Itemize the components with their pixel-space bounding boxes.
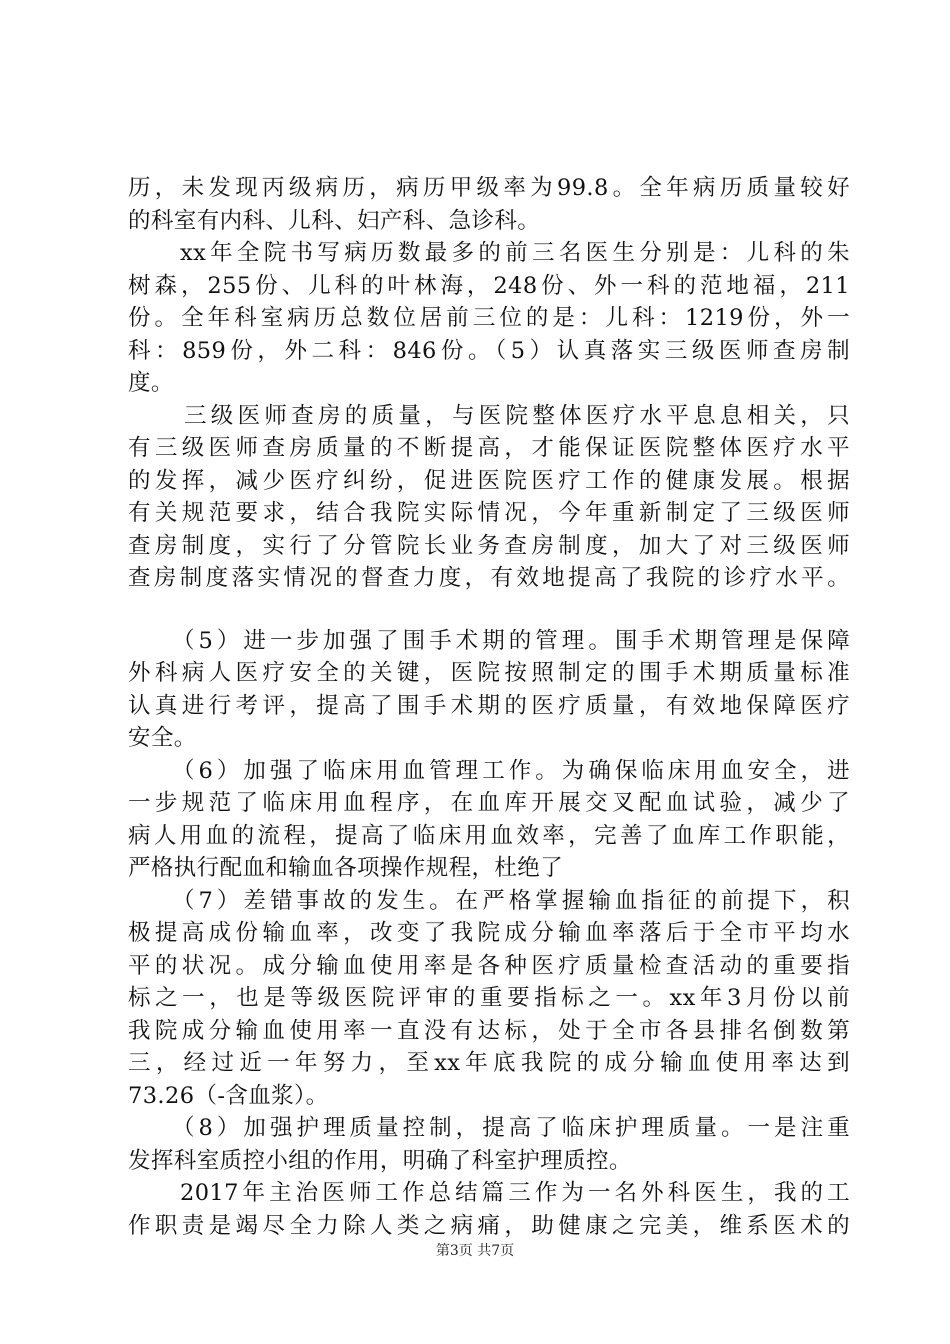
text-line: 有关规范要求，结合我院实际情况，今年重新制定了三级医师 <box>128 500 850 526</box>
text-line: 树森，255份、儿科的叶林海，248份、外一科的范地福，211 <box>128 272 850 299</box>
text-line <box>128 595 850 625</box>
text-line: （6）加强了临床用血管理工作。为确保临床用血安全，进 <box>172 757 850 784</box>
text-line: 病人用血的流程，提高了临床用血效率，完善了血库工作职能， <box>128 822 850 849</box>
text-line: 安全。 <box>128 725 197 751</box>
text-line: （8）加强护理质量控制，提高了临床护理质量。一是注重 <box>172 1115 850 1141</box>
text-line: 有三级医师查房质量的不断提高，才能保证医院整体医疗水平 <box>128 435 850 461</box>
text-line: 极提高成份输血率，改变了我院成分输血率落后于全市平均水 <box>128 920 850 946</box>
text-line: （5）进一步加强了围手术期的管理。围手术期管理是保障 <box>172 627 850 654</box>
text-line: （7）差错事故的发生。在严格掌握输血指征的前提下，积 <box>172 887 850 914</box>
text-line: 科：859份，外二科：846份。（5）认真落实三级医师查房制 <box>128 337 850 364</box>
text-line: 标之一，也是等级医院评审的重要指标之一。xx年3月份以前 <box>128 985 850 1011</box>
text-line: 2017年主治医师工作总结篇三作为一名外科医生，我的工 <box>180 1180 850 1206</box>
text-line: 73.26（-含血浆）。 <box>128 1082 329 1109</box>
text-line: 认真进行考评，提高了围手术期的医疗质量，有效地保障医疗 <box>128 692 850 719</box>
text-line: 三，经过近一年努力，至xx年底我院的成分输血使用率达到 <box>128 1050 850 1076</box>
text-line: 发挥科室质控小组的作用，明确了科室护理质控。 <box>128 1147 632 1174</box>
text-line: 严格执行配血和输血各项操作规程，杜绝了 <box>128 855 564 881</box>
text-line: 外科病人医疗安全的关键，医院按照制定的围手术期质量标准 <box>128 660 850 686</box>
text-line: 的发挥，减少医疗纠纷，促进医院医疗工作的健康发展。根据 <box>128 467 850 494</box>
text-line: 度。 <box>128 370 174 396</box>
text-line: 查房制度落实情况的督查力度，有效地提高了我院的诊疗水平。 <box>128 565 850 591</box>
text-line: 三级医师查房的质量，与医院整体医疗水平息息相关，只 <box>184 402 850 429</box>
document-body <box>128 172 850 1242</box>
text-line: 平的状况。成分输血使用率是各种医疗质量检查活动的重要指 <box>128 952 850 979</box>
text-line: xx年全院书写病历数最多的前三名医生分别是：儿科的朱 <box>180 240 850 266</box>
text-line: 我院成分输血使用率一直没有达标，处于全市各县排名倒数第 <box>128 1017 850 1044</box>
text-line: 查房制度，实行了分管院长业务查房制度，加大了对三级医师 <box>128 532 850 559</box>
text-line: 历，未发现丙级病历，病历甲级率为99.8。全年病历质量较好 <box>128 175 850 201</box>
text-line: 作职责是竭尽全力除人类之病痛，助健康之完美，维系医术的 <box>128 1212 850 1239</box>
text-line: 一步规范了临床用血程序，在血库开展交叉配血试验，减少了 <box>128 790 850 816</box>
page-footer: 第3页 共7页 <box>435 1243 515 1259</box>
text-line: 份。全年科室病历总数位居前三位的是：儿科：1219份，外一 <box>128 305 850 331</box>
text-line: 的科室有内科、儿科、妇产科、急诊科。 <box>128 207 541 234</box>
